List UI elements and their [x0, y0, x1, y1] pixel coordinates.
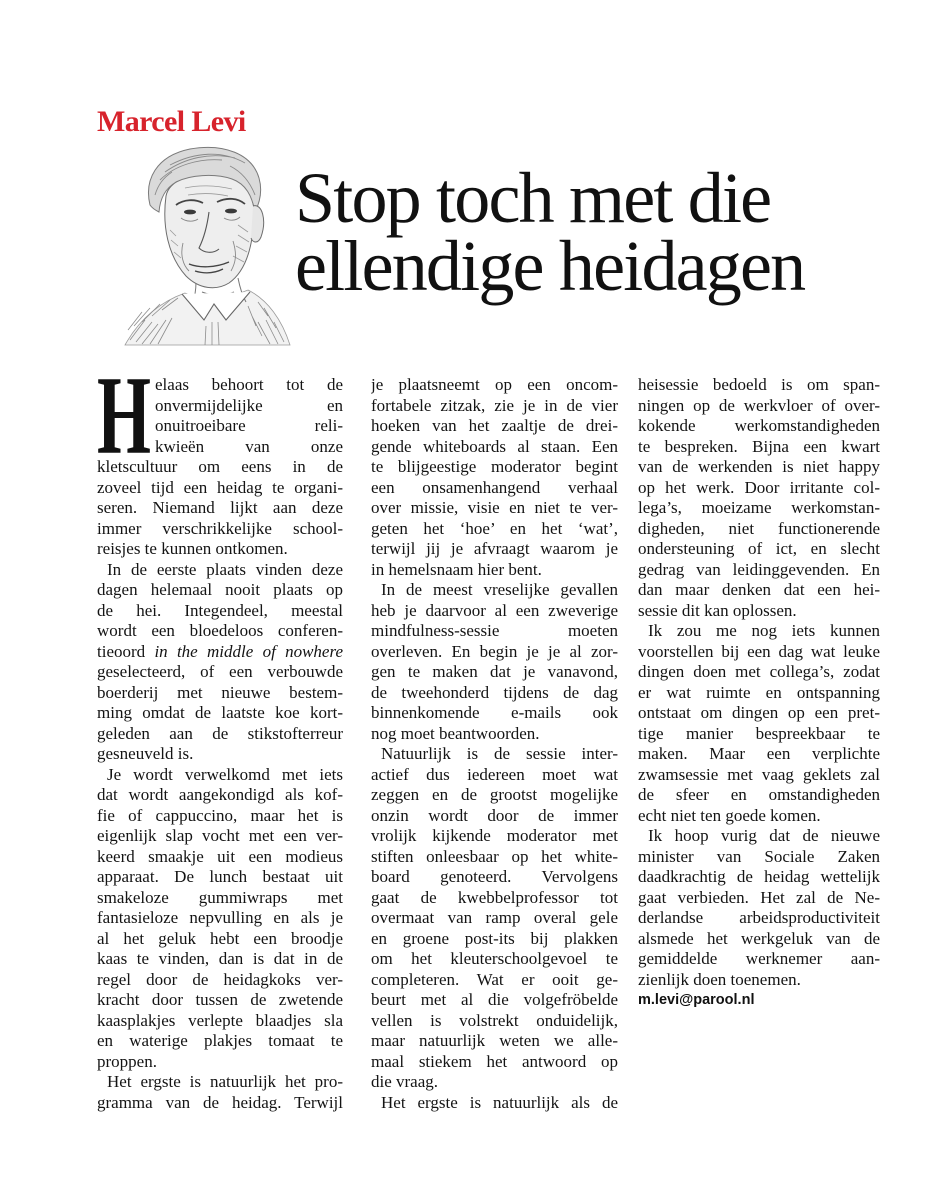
text-line: wordt een bloedeloos conferen-: [97, 621, 343, 640]
text-line: gemiddelde werknemer aan-: [638, 949, 880, 968]
text-line: om het kleuterschoolgevoel te: [371, 949, 618, 968]
portrait-right-eye: [225, 209, 237, 214]
paragraph: [371, 375, 618, 580]
text-line: Het ergste is natuurlijk het pro-: [107, 1072, 343, 1091]
text-line: stiften onleesbaar op het white-: [371, 846, 618, 866]
column-body: [97, 375, 343, 1113]
text-line: fie of cappuccino, maar het is: [97, 805, 343, 825]
text-line: de sfeer en omstandigheden: [638, 785, 880, 804]
portrait-left-eye: [184, 210, 196, 215]
text-line: onvermijdelijke en: [155, 395, 343, 415]
text-line: onzin wordt door de immer: [371, 805, 618, 825]
text-line: lega’s, moeizame werkomstan-: [638, 498, 880, 517]
text-line: maar natuurlijk weten we alle-: [371, 1031, 618, 1050]
text-line: op het werk. Door irritante col-: [638, 477, 880, 497]
paragraph: [97, 765, 343, 1073]
text-line: binnenkomende e-mails ook: [371, 703, 618, 722]
text-line: immer verschrikkelijke school-: [97, 518, 343, 538]
text-line: mindfulness-sessie moeten: [371, 621, 618, 640]
author-name: Marcel Levi: [97, 105, 246, 138]
text-line: fortabele zitzak, zie je in de vier: [371, 395, 618, 415]
text-line: nog moet beantwoorden.: [371, 723, 540, 743]
paragraph: [638, 621, 880, 826]
text-line: zwamsessie met vaag geklets zal: [638, 764, 880, 784]
text-line: je plaatsneemt op een oncom-: [371, 375, 618, 394]
text-line: de hei. Integendeel, meestal: [97, 600, 343, 620]
text-line: seren. Niemand lijkt aan deze: [97, 498, 343, 517]
text-line: alsmede het werkgeluk van de: [638, 928, 880, 948]
headline-line-1: Stop toch met die: [295, 158, 771, 238]
paragraph: [371, 580, 618, 744]
text-line: terwijl jij je afvraagt waarom je: [371, 539, 618, 558]
text-line: de tweehonderd tijdens de dag: [371, 682, 618, 702]
text-line: al het geluk hebt een broodje: [97, 928, 343, 948]
paragraph: [638, 826, 880, 990]
column-body: [371, 375, 618, 1113]
text-line: gaat verbieden. Het zal de Ne-: [638, 887, 880, 907]
text-line: die vraag.: [371, 1072, 439, 1091]
text-line: completeren. Wat er ooit ge-: [371, 969, 618, 989]
text-line: kokende werkomstandigheden: [638, 416, 880, 435]
article-column-3: [638, 375, 880, 1011]
text-line: gramma van de heidag. Terwijl: [97, 1092, 343, 1112]
text-line: reisjes te kunnen ontkomen.: [97, 539, 288, 558]
article-column-1: [97, 375, 343, 1113]
text-line: over missie, visie en niet te ver-: [371, 498, 618, 517]
headline: [295, 158, 805, 306]
text-line: maal stiekem het antwoord op: [371, 1051, 618, 1071]
text-line: regel door de heidagkoks ver-: [97, 969, 343, 989]
text-line: zoveel tijd een heidag te organi-: [97, 477, 343, 497]
text-line: gende whiteboards al staan. Een: [371, 436, 618, 456]
paragraph: [371, 1093, 618, 1114]
text-line: daadkrachtig de heidag wettelijk: [638, 867, 880, 886]
text-line: kaasplakjes verlepte blaadjes sla: [97, 1010, 343, 1030]
text-line: board genoteerd. Vervolgens: [371, 867, 618, 886]
portrait-ear: [251, 206, 264, 242]
text-line: kwieën van onze: [155, 436, 343, 456]
text-line: proppen.: [97, 1051, 157, 1071]
text-line: minister van Sociale Zaken: [638, 846, 880, 866]
text-line: er wat ruimte en ontspanning: [638, 682, 880, 702]
text-line: Je wordt verwelkomd met iets: [107, 764, 343, 784]
text-line: echt niet ten goede komen.: [638, 805, 821, 825]
text-line: derlandse arbeidsproductiviteit: [638, 908, 880, 927]
text-line: en waterige plakjes tomaat te: [97, 1031, 343, 1050]
text-line: vellen is volstrekt onduidelijk,: [371, 1010, 618, 1030]
drop-cap-letter: H: [97, 375, 151, 461]
text-line: apparaat. De lunch bestaat uit: [97, 867, 343, 886]
text-line: gaat de kwebbelprofessor tot: [371, 887, 618, 907]
text-line: tige manier bespreekbaar te: [638, 723, 880, 743]
text-line: en groene post-its bij plakken: [371, 928, 618, 948]
text-line: sessie dit kan oplossen.: [638, 600, 797, 620]
text-line: ningen op de werkvloer of over-: [638, 395, 880, 415]
text-line: vrolijk kijkende moderator met: [371, 826, 618, 845]
text-line: boerderij met nieuwe bestem-: [97, 682, 343, 702]
text-line: kracht door tussen de zwetende: [97, 990, 343, 1009]
paragraph: [97, 560, 343, 765]
text-line: dingen doen met collega’s, zodat: [638, 662, 880, 681]
italic-phrase: in the middle of nowhere: [154, 641, 343, 661]
text-line: In de eerste plaats vinden deze: [107, 559, 343, 579]
text-line: kletscultuur om eens in de: [97, 457, 343, 476]
author-portrait: [115, 140, 295, 350]
article-column-2: [371, 375, 618, 1113]
text-line: digheden, niet functionerende: [638, 518, 880, 538]
text-line: eigenlijk slap vocht met een ver-: [97, 826, 343, 845]
text-line: actief dus iedereen moet wat: [371, 764, 618, 784]
text-line: geselecteerd, of een verbouwde: [97, 662, 343, 681]
text-line: van de werkenden is niet happy: [638, 457, 880, 476]
text-line: dagen helemaal nooit plaats op: [97, 580, 343, 599]
text-line: In de meest vreselijke gevallen: [381, 580, 618, 599]
text-line: dat wordt aangekondigd als kof-: [97, 785, 343, 804]
text-line: onuitroeibare reli-: [155, 416, 343, 435]
text-line: overleven. En begin je je al zor-: [371, 641, 618, 661]
text-line: kaas te vinden, dan is dat in de: [97, 949, 343, 968]
text-line: Ik zou me nog iets kunnen: [648, 621, 880, 640]
text-line: gen te maken dat je vanavond,: [371, 662, 618, 681]
portrait-face: [165, 175, 254, 288]
paragraph: [97, 1072, 343, 1113]
text-line: Het ergste is natuurlijk als de: [381, 1092, 618, 1112]
text-line: geten het ‘hoe’ en het ‘wat’,: [371, 518, 618, 538]
text-line: te blijgeestige moderator begint: [371, 457, 618, 476]
text-line: voorstellen bij een dag wat leuke: [638, 641, 880, 661]
text-line: ming omdat de laatste koe kort-: [97, 703, 343, 722]
text-line: hoeken van het zaaltje de drei-: [371, 416, 618, 435]
text-line: beurt met al die volgefröbelde: [371, 990, 618, 1009]
text-line: zienlijk doen toenemen.: [638, 969, 801, 989]
text-line: [97, 642, 343, 663]
paragraph: [371, 744, 618, 1093]
text-line: heb je daarvoor al een zweverige: [371, 600, 618, 620]
text-line: Ik hoop vurig dat de nieuwe: [648, 826, 880, 845]
author-email: m.levi@parool.nl: [638, 992, 755, 1008]
text-line: Natuurlijk is de sessie inter-: [381, 744, 618, 763]
text-line: te bespreken. Bijna een kwart: [638, 436, 880, 456]
text-line: dan maar denken dat een hei-: [638, 580, 880, 599]
text-line: gedrag van leidinggevenden. En: [638, 559, 880, 579]
text-line: ondersteuning of ict, en slecht: [638, 539, 880, 558]
text-line: smakeloze gummiwraps met: [97, 887, 343, 907]
text-line: keerd smaakje uit een modieus: [97, 846, 343, 866]
text-line: zeggen en de grootst mogelijke: [371, 785, 618, 804]
headline-line-2: ellendige heidagen: [295, 226, 805, 306]
text-run: tieoord: [97, 641, 155, 661]
text-line: fantasieloze nepvulling en als je: [97, 908, 343, 927]
text-line: ontstaat om dingen op een pret-: [638, 703, 880, 722]
text-line: maken. Maar een verplichte: [638, 744, 880, 763]
text-line: in hemelsnaam hier bent.: [371, 559, 542, 579]
paragraph: [638, 375, 880, 621]
text-line: gesneuveld is.: [97, 744, 194, 763]
text-line: elaas behoort tot de: [155, 375, 343, 394]
text-line: een onsamenhangend verhaal: [371, 477, 618, 497]
text-line: heisessie bedoeld is om span-: [638, 375, 880, 394]
text-line: overmaat van ramp overal gele: [371, 908, 618, 927]
column-body: [638, 375, 880, 990]
text-line: geleden aan de stikstofterreur: [97, 723, 343, 743]
drop-cap: [95, 375, 157, 461]
